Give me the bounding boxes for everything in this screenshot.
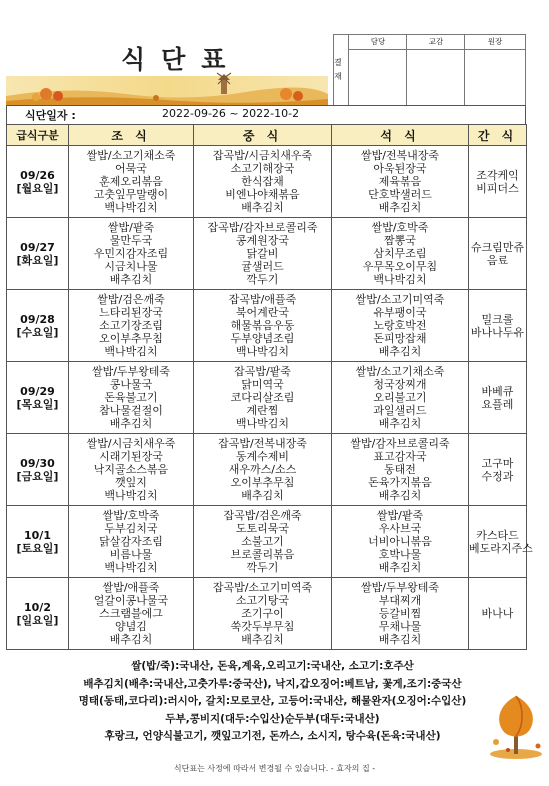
breakfast-item: 돈육불고기 — [104, 391, 158, 404]
approval-label — [334, 35, 349, 105]
lunch-item: 쑥갓두부무침 — [230, 620, 295, 633]
snack-item: 비피더스 — [476, 181, 519, 195]
breakfast-cell — [69, 506, 194, 578]
breakfast-item: 깻잎지 — [115, 476, 147, 489]
dinner-item: 배추김치 — [378, 417, 422, 430]
lunch-item: 잡곡밥/애플죽 — [228, 293, 297, 306]
table-row — [7, 578, 527, 650]
day-date: 09/28 — [20, 312, 55, 326]
breakfast-item: 어묵국 — [115, 162, 147, 175]
lunch-cell — [194, 146, 332, 218]
breakfast-item: 백나박김치 — [104, 489, 158, 502]
day-cell — [7, 146, 69, 218]
lunch-cell — [194, 290, 332, 362]
lunch-item: 한식잡채 — [241, 175, 284, 188]
day-date: 10/2 — [24, 600, 51, 614]
lunch-item: 계란찜 — [246, 404, 279, 417]
breakfast-item: 백나박김치 — [104, 345, 158, 358]
day-cell — [7, 290, 69, 362]
lunch-item: 배추김치 — [241, 489, 284, 502]
snack-item: 밀크롤 — [481, 312, 514, 326]
dinner-item: 짬뽕국 — [384, 234, 416, 247]
breakfast-item: 콩나물국 — [109, 378, 153, 391]
day-cell — [7, 362, 69, 434]
autumn-tree-image — [488, 690, 544, 760]
dinner-item: 제육볶음 — [378, 175, 422, 188]
lunch-item: 잡곡밥/팥죽 — [234, 365, 291, 378]
breakfast-item: 오이부추무침 — [99, 332, 163, 345]
lunch-item: 잡곡밥/소고기미역죽 — [212, 581, 313, 594]
lunch-item: 북어계란국 — [235, 306, 290, 319]
breakfast-item: 참나물겉절이 — [99, 404, 163, 417]
breakfast-item: 쌀밥/시금치새우죽 — [86, 437, 176, 450]
day-cell — [7, 218, 69, 290]
page-title: 식단표 — [121, 45, 242, 74]
lunch-item: 오이부추무침 — [230, 476, 295, 489]
dinner-item: 쌀밥/호박죽 — [371, 221, 429, 234]
day-date: 09/30 — [20, 456, 55, 470]
snack-item: 수정과 — [481, 469, 514, 483]
header-snack: 간 식 — [469, 125, 527, 146]
day-weekday: [목요일] — [16, 397, 59, 411]
breakfast-item: 백나박김치 — [104, 201, 158, 214]
period-range: 2022-09-26 ~ 2022-10-2 — [162, 107, 300, 120]
day-cell — [7, 578, 69, 650]
dinner-item: 오리불고기 — [373, 391, 427, 404]
lunch-cell — [194, 362, 332, 434]
snack-cell — [469, 434, 527, 506]
dinner-item: 쌀밥/두부왕테죽 — [360, 581, 440, 594]
dinner-item: 배추김치 — [378, 561, 422, 574]
origin-notes — [20, 658, 525, 746]
day-date: 09/27 — [20, 240, 55, 254]
lunch-item: 백나박김치 — [235, 417, 290, 430]
snack-item: 음료 — [486, 253, 509, 267]
lunch-item: 깍두기 — [246, 561, 279, 574]
dinner-item: 쌀밥/전복내장죽 — [360, 149, 440, 162]
lunch-item: 닭미역국 — [241, 378, 284, 391]
dinner-cell — [332, 146, 469, 218]
snack-item: 카스타드 — [476, 528, 519, 542]
autumn-banner-image — [6, 72, 328, 106]
table-row — [7, 506, 527, 578]
dinner-item: 노랑호박전 — [373, 319, 427, 332]
breakfast-item: 얼갈이콩나물국 — [93, 594, 169, 607]
breakfast-item: 훈제오리볶음 — [99, 175, 163, 188]
dinner-cell — [332, 362, 469, 434]
day-weekday: [월요일] — [16, 181, 59, 195]
table-row — [7, 290, 527, 362]
lunch-item: 새우까스/소스 — [228, 463, 297, 476]
snack-item: 고구마 — [481, 456, 514, 470]
dinner-item: 단호박샐러드 — [368, 188, 432, 201]
breakfast-item: 물만두국 — [109, 234, 153, 247]
breakfast-item: 시래기된장국 — [99, 450, 163, 463]
lunch-item: 소고기해장국 — [230, 162, 295, 175]
lunch-item: 배추김치 — [241, 201, 284, 214]
breakfast-item: 쌀밥/두부왕테죽 — [91, 365, 171, 378]
snack-item: 조각케익 — [476, 168, 519, 182]
breakfast-item: 스크램블에그 — [99, 607, 163, 620]
lunch-item: 동계수제비 — [235, 450, 290, 463]
breakfast-item: 쌀밥/호박죽 — [102, 509, 160, 522]
approval-label-text: 결 재 — [334, 58, 342, 81]
dinner-item: 백나박김치 — [373, 273, 427, 286]
day-weekday: [화요일] — [16, 253, 59, 267]
dinner-item: 동태전 — [384, 463, 416, 476]
lunch-cell — [194, 218, 332, 290]
breakfast-item: 우민지감자조림 — [93, 247, 169, 260]
dinner-item: 청국장찌개 — [373, 378, 427, 391]
day-weekday: [금요일] — [16, 469, 59, 483]
header-breakfast: 조 식 — [69, 125, 194, 146]
approval-col-2 — [406, 35, 465, 105]
dinner-cell — [332, 434, 469, 506]
lunch-item: 잡곡밥/전복내장죽 — [218, 437, 307, 450]
origin-line: 배추김치(배추:국내산,고춧가루:중국산), 낙지,갑오징어:베트남, 꽃게,조기:중국산 — [83, 677, 462, 690]
dinner-item: 배추김치 — [378, 633, 422, 646]
snack-item: 바나나두유 — [470, 325, 525, 339]
breakfast-item: 배추김치 — [109, 633, 153, 646]
breakfast-item: 양념김 — [115, 620, 147, 633]
lunch-item: 배추김치 — [241, 633, 284, 646]
table-row — [7, 434, 527, 506]
origin-line: 쌀(밥/죽):국내산, 돈육,계육,오리고기:국내산, 소고기:호주산 — [131, 660, 414, 672]
snack-cell — [469, 218, 527, 290]
lunch-item: 귤샐러드 — [241, 260, 284, 273]
breakfast-item: 비름나물 — [109, 548, 153, 561]
dinner-item: 과일샐러드 — [373, 404, 427, 417]
breakfast-cell — [69, 218, 194, 290]
lunch-item: 도토리묵국 — [235, 522, 290, 535]
lunch-cell — [194, 434, 332, 506]
table-header-row — [7, 125, 527, 146]
breakfast-item: 고춧잎무말랭이 — [93, 188, 169, 201]
footer-note: 식단표는 사정에 따라서 변경될 수 있습니다. - 효자의 집 - — [173, 764, 376, 773]
lunch-item: 잡곡밥/검은깨죽 — [223, 509, 302, 522]
menu-table — [6, 124, 533, 650]
lunch-item: 조기구이 — [241, 607, 284, 620]
breakfast-cell — [69, 146, 194, 218]
dinner-item: 아욱된장국 — [373, 162, 427, 175]
dinner-cell — [332, 218, 469, 290]
dinner-item: 호박나물 — [378, 548, 422, 561]
day-date: 10/1 — [24, 528, 51, 542]
approval-header: 교감 — [407, 35, 465, 50]
dinner-item: 돈피망잡채 — [373, 332, 427, 345]
header-category: 급식구분 — [7, 125, 69, 146]
snack-cell — [469, 146, 527, 218]
dinner-cell — [332, 506, 469, 578]
menu-body — [7, 146, 533, 650]
lunch-item: 깍두기 — [246, 273, 279, 286]
day-weekday: [일요일] — [16, 613, 59, 627]
lunch-item: 잡곡밥/감자브로콜리죽 — [207, 221, 318, 234]
dinner-item: 부대찌개 — [378, 594, 422, 607]
snack-item: 바베큐 — [481, 384, 514, 398]
origin-line: 두부,콩비지(대두:수입산)순두부(대두:국내산) — [165, 712, 380, 725]
day-cell — [7, 506, 69, 578]
breakfast-item: 시금치나물 — [104, 260, 158, 273]
approval-header: 담당 — [349, 35, 407, 50]
breakfast-item: 두부김치국 — [104, 522, 158, 535]
snack-cell — [469, 578, 527, 650]
breakfast-cell — [69, 434, 194, 506]
lunch-item: 백나박김치 — [235, 345, 290, 358]
breakfast-item: 쌀밥/검은깨죽 — [97, 293, 165, 306]
day-cell — [7, 434, 69, 506]
breakfast-item: 닭살감자조림 — [99, 535, 163, 548]
dinner-item: 우무목오이무침 — [362, 260, 438, 273]
lunch-item: 해물볶음우동 — [230, 319, 295, 332]
breakfast-item: 소고기장조림 — [99, 319, 163, 332]
dinner-item: 유부팽이국 — [373, 306, 427, 319]
breakfast-cell — [69, 290, 194, 362]
dinner-item: 쌀밥/팥죽 — [376, 509, 424, 522]
approval-col-1 — [348, 35, 407, 105]
breakfast-item: 느타리된장국 — [99, 306, 163, 319]
breakfast-item: 쌀밥/애플죽 — [102, 581, 160, 594]
day-weekday: [수요일] — [16, 325, 59, 339]
approval-header: 원장 — [465, 35, 525, 50]
dinner-item: 배추김치 — [378, 489, 422, 502]
lunch-item: 소불고기 — [241, 535, 284, 548]
lunch-item: 소고기탕국 — [235, 594, 290, 607]
dinner-item: 무채나물 — [378, 620, 422, 633]
breakfast-item: 쌀밥/팥죽 — [107, 221, 155, 234]
dinner-item: 너비아니볶음 — [368, 535, 432, 548]
lunch-item: 비엔나야채볶음 — [225, 188, 300, 201]
table-row — [7, 218, 527, 290]
header-lunch: 중 식 — [194, 125, 332, 146]
table-row — [7, 146, 527, 218]
dinner-item: 돈육가지볶음 — [368, 476, 432, 489]
table-row — [7, 362, 527, 434]
dinner-item: 표고감자국 — [373, 450, 427, 463]
period-label: 식단일자 : — [25, 109, 76, 122]
dinner-item: 배추김치 — [378, 345, 422, 358]
breakfast-item: 배추김치 — [109, 273, 153, 286]
snack-item: 바나나 — [481, 607, 514, 620]
breakfast-item: 배추김치 — [109, 417, 153, 430]
snack-cell — [469, 506, 533, 578]
breakfast-cell — [69, 362, 194, 434]
dinner-item: 등갈비찜 — [378, 607, 422, 620]
lunch-cell — [194, 578, 332, 650]
snack-item: 슈크림만쥬 — [470, 240, 525, 254]
breakfast-item: 낙지골소스볶음 — [93, 463, 169, 476]
origin-line: 후랑크, 언양식불고기, 깻잎고기전, 돈까스, 소시지, 탕수육(돈육:국내산) — [104, 730, 441, 742]
lunch-cell — [194, 506, 332, 578]
breakfast-item: 쌀밥/소고기채소죽 — [86, 149, 176, 162]
dinner-cell — [332, 578, 469, 650]
snack-cell — [469, 362, 527, 434]
dinner-item: 쌀밥/감자브로콜리죽 — [350, 437, 450, 450]
approval-box — [333, 34, 526, 106]
lunch-item: 두부양념조림 — [230, 332, 295, 345]
period-bar — [6, 105, 526, 125]
day-date: 09/26 — [20, 168, 55, 182]
snack-item: 요플레 — [481, 397, 514, 411]
snack-item: 베도라지주스 — [469, 541, 533, 555]
header-dinner: 석 식 — [332, 125, 469, 146]
dinner-item: 삼치무조림 — [373, 247, 427, 260]
day-weekday: [토요일] — [16, 541, 59, 555]
dinner-cell — [332, 290, 469, 362]
origin-line: 명태(동태,코다리):러시아, 갈치:모로코산, 고등어:국내산, 해물완자(오징어:수입산) — [78, 695, 467, 707]
snack-cell — [469, 290, 527, 362]
dinner-item: 우사브국 — [378, 522, 422, 535]
breakfast-cell — [69, 578, 194, 650]
lunch-item: 닭갈비 — [246, 247, 279, 260]
lunch-item: 브로콜리볶음 — [230, 548, 295, 561]
lunch-item: 코다리살조림 — [230, 391, 295, 404]
lunch-item: 콩계원장국 — [235, 234, 290, 247]
approval-col-3 — [464, 35, 525, 105]
breakfast-item: 백나박김치 — [104, 561, 158, 574]
header-area — [6, 32, 328, 104]
dinner-item: 배추김치 — [378, 201, 422, 214]
dinner-item: 쌀밥/소고기미역죽 — [355, 293, 445, 306]
lunch-item: 잡곡밥/시금치새우죽 — [212, 149, 313, 162]
dinner-item: 쌀밥/소고기채소죽 — [355, 365, 445, 378]
day-date: 09/29 — [20, 384, 55, 398]
